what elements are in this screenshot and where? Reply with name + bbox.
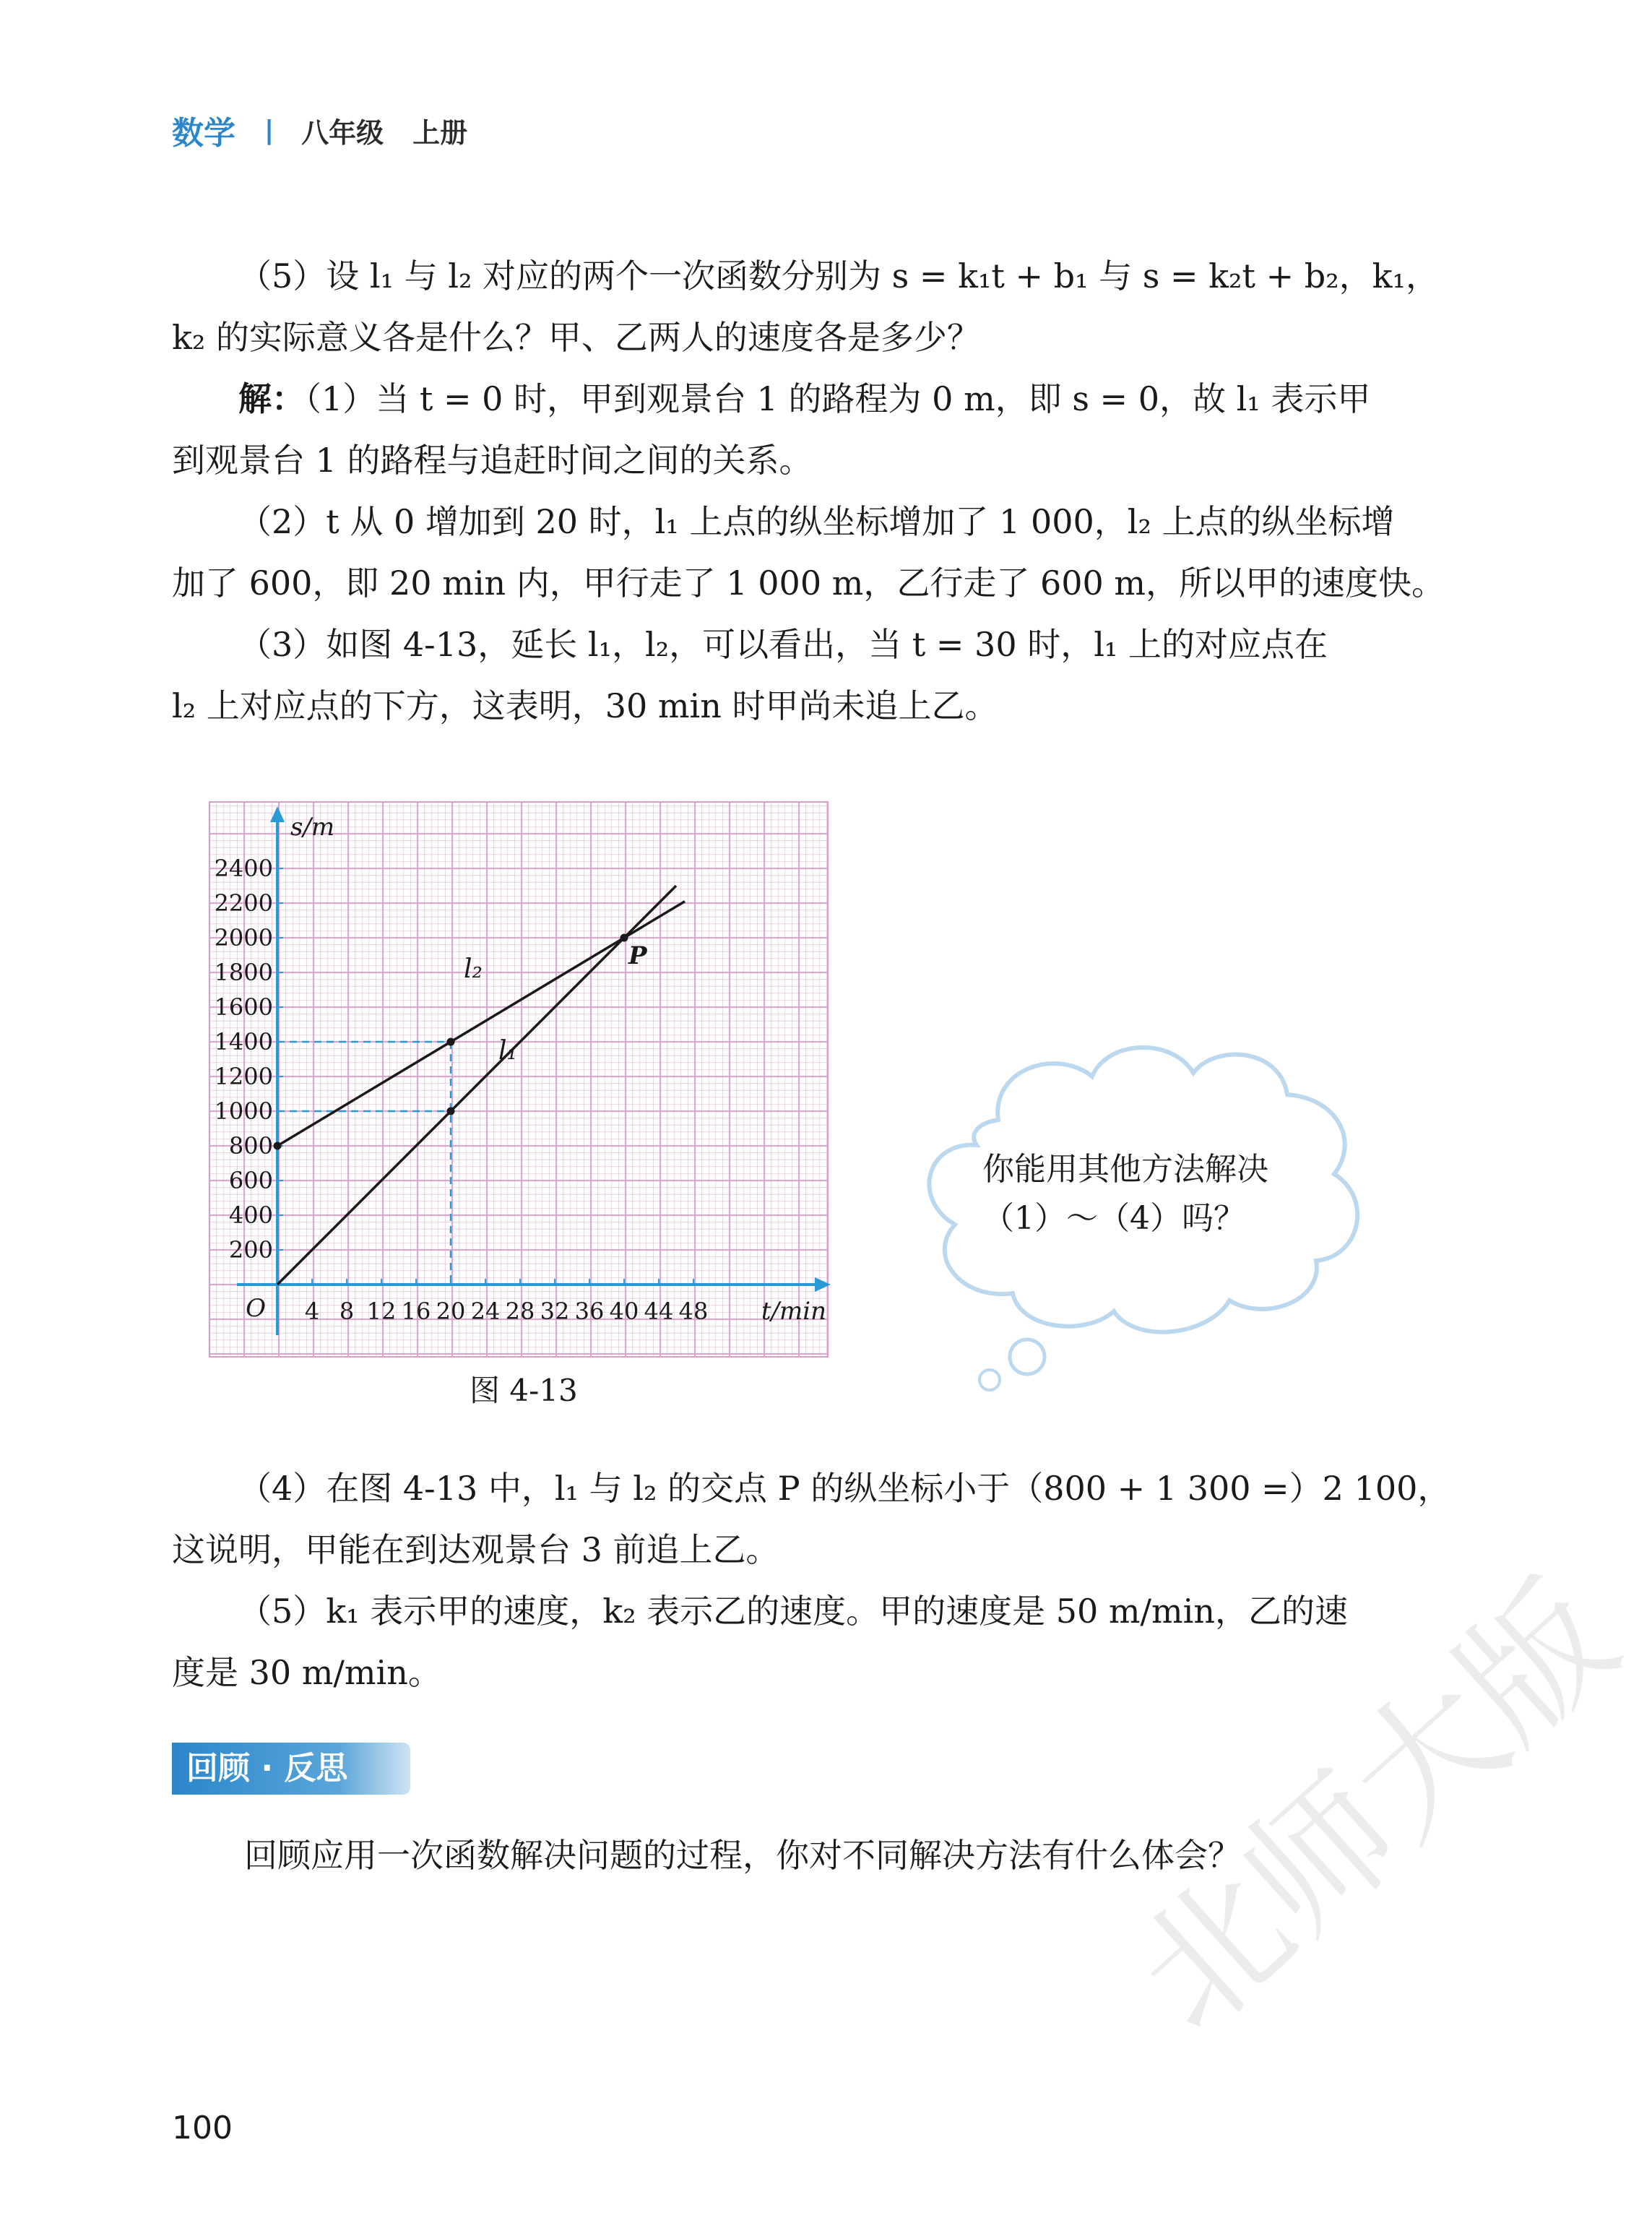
solution-part-3-line-1: （3）如图 4-13，延长 l₁，l₂，可以看出，当 t = 30 时，l₁ 上的对应点在 [238,625,1328,664]
x-tick-label: 8 [339,1298,355,1325]
y-tick-label: 1200 [214,1063,273,1090]
header-grade: 八年级 [301,116,384,149]
solution-label: 解： [238,379,305,418]
header-separator: | [264,115,274,145]
chart-background [209,802,828,1357]
data-point [447,1038,455,1046]
solution-part-1-line-2: 到观景台 1 的路程与追赶时间之间的关系。 [172,441,813,480]
x-tick-label: 12 [366,1298,397,1325]
x-axis-label: t/min [761,1297,826,1326]
thought-bubble-dot-large [1010,1339,1045,1374]
solution-part-3 [172,614,1409,737]
series-label-l2: l₂ [464,954,483,985]
question-5-line-2: k₂ 的实际意义各是什么？甲、乙两人的速度各是多少？ [172,318,980,357]
series-label-l1: l₁ [498,1036,517,1066]
thought-bubble-text [982,1145,1268,1243]
x-tick-label: 28 [505,1298,535,1325]
thought-bubble-line-2: （1）～（4）吗？ [982,1200,1245,1237]
figure-4-13 [208,801,829,1358]
y-tick-label: 2000 [214,924,273,952]
solution-part-3-line-2: l₂ 上对应点的下方，这表明，30 min 时甲尚未追上乙。 [172,686,998,725]
y-tick-label: 1600 [214,993,273,1021]
intersection-label: P [628,941,647,970]
data-point [620,934,628,942]
page-number: 100 [172,2110,233,2146]
solution-part-2-line-1: （2）t 从 0 增加到 20 时，l₁ 上点的纵坐标增加了 1 000，l₂ 上点的纵坐标增 [238,502,1395,541]
y-tick-label: 2400 [214,855,273,882]
y-tick-label: 1400 [214,1028,273,1056]
review-question: 回顾应用一次函数解决问题的过程，你对不同解决方法有什么体会？ [244,1836,1241,1875]
solution-part-4-line-1: （4）在图 4-13 中，l₁ 与 l₂ 的交点 P 的纵坐标小于（800 + 1 300 =）2 100， [238,1469,1451,1508]
question-5 [172,246,1439,368]
publisher-watermark: 北师大版 [1104,1551,1647,2063]
y-tick-label: 1000 [214,1097,273,1125]
y-tick-label: 2200 [214,889,273,917]
section-title: 回顾 · 反思 [186,1750,348,1787]
x-tick-label: 48 [678,1298,709,1325]
header-volume: 上册 [412,116,468,149]
solution-part-4-line-2: 这说明，甲能在到达观景台 3 前追上乙。 [172,1530,779,1569]
solution-part-4 [172,1458,1451,1581]
distance-time-chart [208,801,829,1358]
header-subject: 数学 [172,115,235,152]
solution-part-5 [172,1581,1409,1704]
data-point [447,1108,455,1116]
data-point [274,1142,282,1150]
figure-caption: 图 4-13 [470,1373,578,1408]
x-tick-label: 24 [470,1298,501,1325]
thought-bubble-dot-small [979,1370,1000,1390]
x-tick-label: 16 [401,1298,431,1325]
solution-part-5-line-1: （5）k₁ 表示甲的速度，k₂ 表示乙的速度。甲的速度是 50 m/min，乙的速 [238,1592,1348,1631]
x-tick-label: 20 [436,1298,466,1325]
y-axis-label: s/m [290,813,335,842]
solution-part-1 [172,368,1409,491]
origin-label: O [246,1294,266,1323]
y-tick-label: 800 [228,1132,273,1160]
y-tick-label: 400 [228,1201,273,1229]
y-tick-label: 1800 [214,959,273,986]
solution-part-2-line-2: 加了 600，即 20 min 内，甲行走了 1 000 m，乙行走了 600 m，所以甲的速度快。 [172,564,1445,603]
running-header [172,108,467,152]
x-tick-label: 32 [540,1298,570,1325]
x-tick-label: 4 [304,1298,320,1325]
solution-part-1-line-1: （1）当 t = 0 时，甲到观景台 1 的路程为 0 m，即 s = 0，故 l₁ 表示甲 [305,379,1371,418]
solution-part-2 [172,491,1445,614]
solution-part-5-line-2: 度是 30 m/min。 [172,1653,441,1692]
y-tick-label: 600 [228,1167,273,1194]
x-tick-label: 44 [644,1298,674,1325]
x-tick-label: 36 [574,1298,605,1325]
question-5-line-1: （5）设 l₁ 与 l₂ 对应的两个一次函数分别为 s = k₁t + b₁ 与 s = k₂t + b₂，k₁， [238,256,1439,295]
y-tick-label: 200 [228,1236,273,1264]
thought-bubble-line-1: 你能用其他方法解决 [982,1151,1268,1188]
x-tick-label: 40 [609,1298,639,1325]
